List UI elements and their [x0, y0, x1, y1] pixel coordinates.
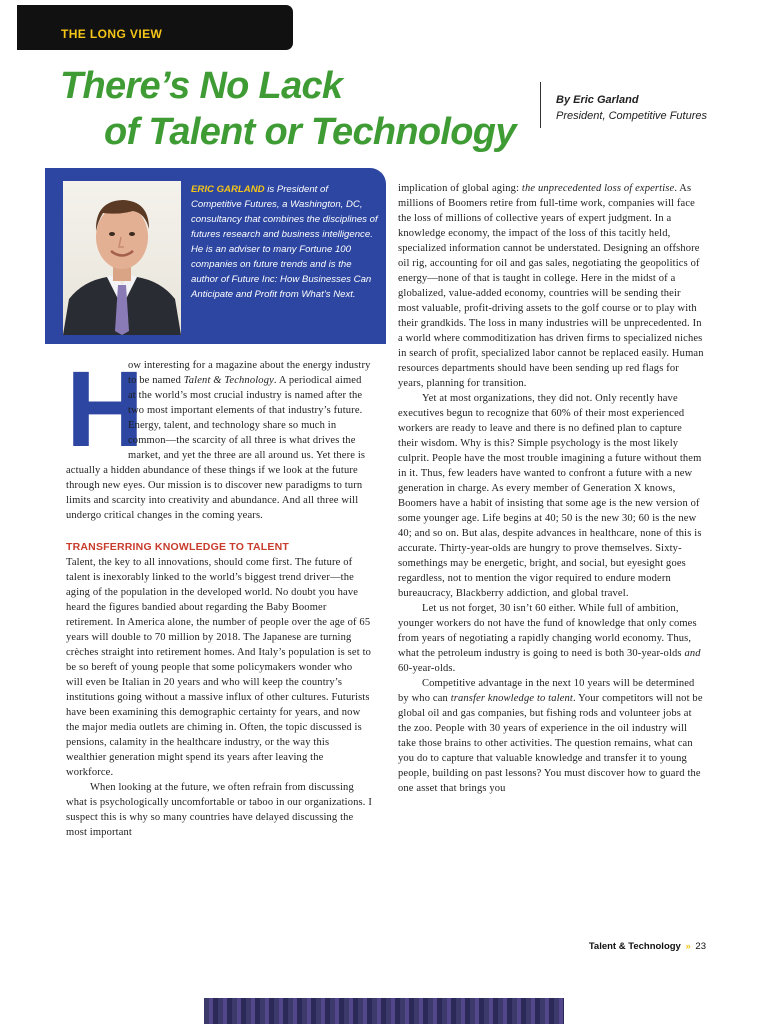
author-bio-body: is President of Competitive Futures, a Washington, DC, consultancy that combines the disciplines of futures research and business intelligence. He is an adviser to many Fortune 100 companies on future trends and is the author of Future Inc: How Businesses Can Anticipate and Profit from What’s Next.	[191, 184, 378, 300]
article-column-2	[398, 181, 704, 796]
article-column-1	[66, 348, 372, 840]
intro-magazine-title: Talent & Technology	[183, 375, 274, 386]
footer-publication: Talent & Technology	[588, 941, 681, 952]
footer-separator: »	[685, 941, 691, 952]
c2-p4-text-a: Competitive advantage in the next 10 years will be determined by who can	[398, 678, 695, 704]
author-bio-box	[45, 168, 386, 344]
intro-text-b: . A periodical aimed at the world’s most crucial industry is named after the two most important elements of that industry’s future. Energy, talent, and technology share so much in common—the scarcity of all three is what drives the market, and yet the three are all around us. Yet there is actually a hidden abundance of these things if we look at the future through new eyes. Our mission is to discover new paradigms to turn limits and scarcity into creativity and abundance. And all three will undergo critical changes in the coming years.	[66, 375, 366, 521]
paragraph-generations	[398, 601, 704, 676]
author-bio-name: ERIC GARLAND	[191, 184, 265, 195]
paragraph-expertise-loss	[398, 181, 704, 391]
drop-cap: H	[66, 348, 145, 469]
byline-title: President, Competitive Futures	[556, 110, 708, 122]
section-subhead: TRANSFERRING KNOWLEDGE TO TALENT	[66, 541, 290, 553]
c2-p1-emphasis: the unprecedented loss of expertise	[521, 183, 675, 194]
section-tab-label: THE LONG VIEW	[61, 27, 163, 41]
paragraph-organizations: Yet at most organizations, they did not. Only recently have executives begun to recognize that 60% of their most experienced workers are ready to leave and there is no defined plan to capture their wisdom. Why is this? Simple psychology is the most likely culprit. People have the most trouble imagining a future without them in it. Thus, few leaders have wanted to confront a future with a new generation in charge. As every member of Generation X knows, Boomers have a habit of insisting that some age is the new version of some younger age. Life begins at 40; 50 is the new 30; 60 is the new 40; and so on. But alas, despite advances in healthcare, none of this is accurate. Thirty-year-olds are hungry to prove themselves. Sixty-somethings may be energetic, bright, and social, but eyesight goes regardless, not to mention the vigor required to endure modern bureaucracy, Blackberry addiction, and global travel.	[398, 393, 702, 599]
c2-p3-text-b: 60-year-olds.	[398, 663, 456, 674]
page-footer	[589, 941, 706, 952]
c2-p3-emphasis: and	[684, 648, 701, 659]
c2-p3-text-a: Let us not forget, 30 isn’t 60 either. While full of ambition, younger workers do not have the fund of knowledge that only comes from years of negotiating a rapidly changing world economy. Thus, what the petroleum industry is going to need is both 30-year-olds	[398, 603, 697, 659]
paragraph-talent: Talent, the key to all innovations, should come first. The future of talent is inexorably linked to the world’s biggest trend driver—the aging of the population in the developed world. No doubt you have heard the figures bandied about regarding the Baby Boomer retirement. In America alone, the number of people over the age of 65 years will double to 70 million by 2018. The Japanese are turning crèches straight into retirement homes. And Italy’s population is set to be so bereft of young people that some policymakers wonder who will even be Italian in 20 years and who will keep the country’s institutions going without a massive influx of other cultures. Futurists have been examining this demographic certainty for years, and now the major media outlets are chiming in. Often, the topic discussed is pensions, calamity in the healthcare industry, or the way this wealthier generation might spend its years after leaving the workforce.	[66, 557, 372, 778]
c2-p4-text-b: . Your competitors will not be global oil and gas companies, but fishing rods and volunteer jobs at the zoo. People with 30 years of experience in the oil industry will take those brains to other activities. The question remains, what can you do to capture that valuable knowledge and transfer it to young people, building on past lessons? You must discover how to guard the one asset that brings you	[398, 693, 703, 794]
c2-p4-emphasis: transfer knowledge to talent	[450, 693, 573, 704]
headline-line-1: There’s No Lack	[60, 65, 343, 107]
author-portrait-image	[63, 181, 181, 335]
intro-text-a: ow interesting for a magazine about the energy industry to be named	[128, 360, 371, 386]
headline-line-2: of Talent or Technology	[104, 111, 516, 153]
c2-p1-text-a: implication of global aging:	[398, 183, 522, 194]
next-page-image-strip	[204, 998, 564, 1024]
paragraph-future: When looking at the future, we often refrain from discussing what is psychologically uncomfortable or taboo in our organizations. I suspect this is why so many countries have delayed discussing the most important	[66, 782, 372, 838]
c2-p1-text-b: . As millions of Boomers retire from full-time work, companies will face the loss of millions of collective years of expert judgment. In a knowledge economy, the impact of the loss of this tacitly held, specialized information cannot be understated. Designing an offshore oil rig, accounting for oil and gas sales, negotiating the geopolitics of energy—none of that is taught in college. Here in the midst of a globalized, value-added economy, countries will be sending their most valuable, profit-driving assets to the golf course or to play with their grandkids. The loss in many industries will be unprecedented. In a world where commoditization has driven firms to specialized niches in search of profit, specialized labor cannot be replaced easily. Human resources departments should have been sending up red flags for years, planning for transition.	[398, 183, 704, 389]
section-tab	[17, 5, 293, 50]
byline-author: By Eric Garland	[556, 94, 639, 106]
page-number: 23	[695, 941, 706, 952]
paragraph-competitive-advantage	[398, 676, 704, 796]
author-photo	[63, 181, 181, 335]
byline-divider	[540, 82, 541, 128]
byline	[556, 92, 707, 124]
author-bio-text	[191, 182, 379, 302]
